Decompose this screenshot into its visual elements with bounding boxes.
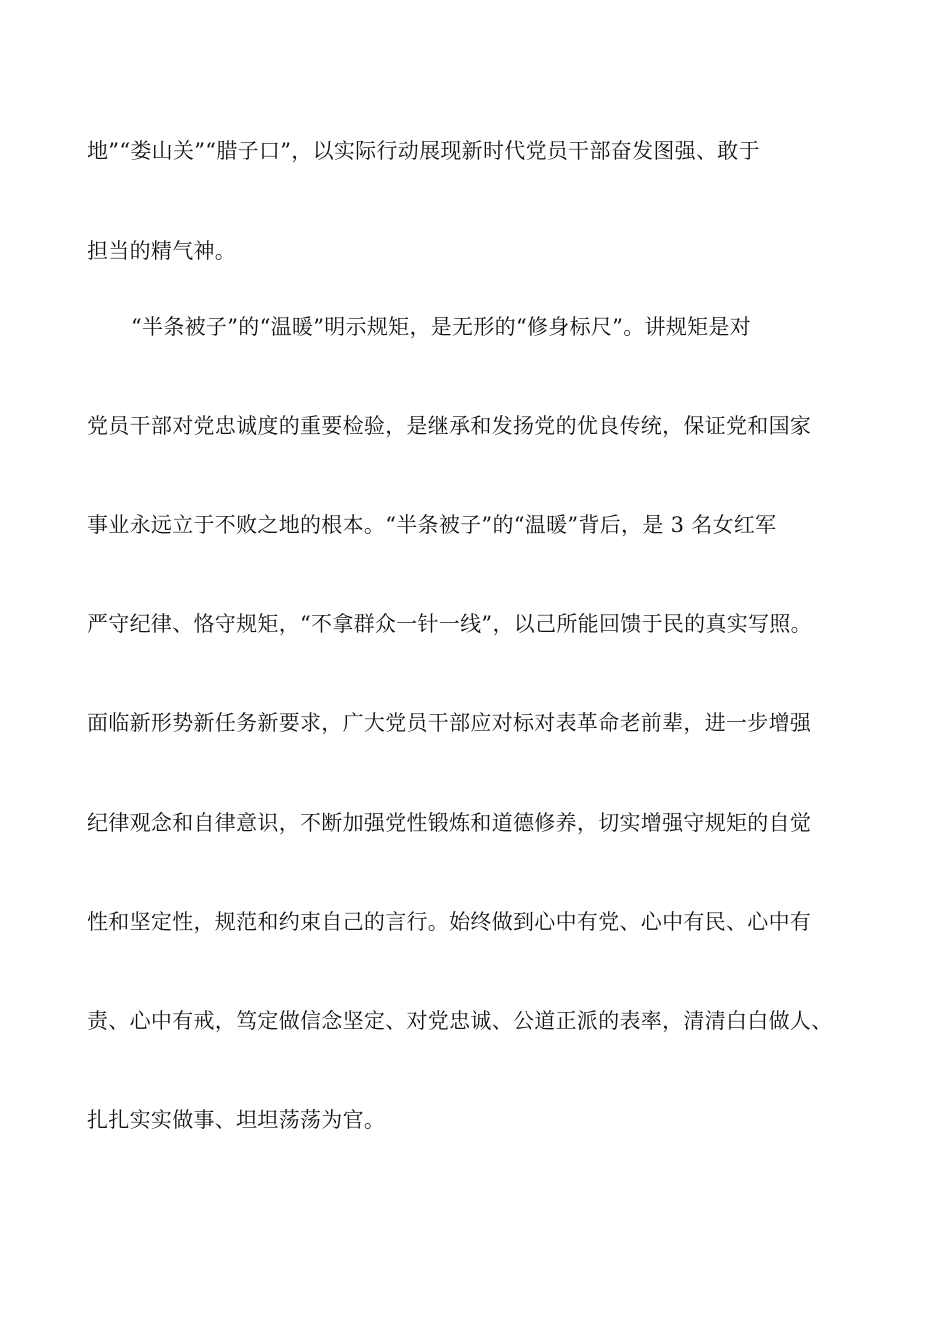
text-line-5: 事业永远立于不败之地的根本。“半条被子”的“温暖”背后，是 3 名女红军 (87, 513, 777, 537)
text-line-10: 责、心中有戒，笃定做信念坚定、对党忠诚、公道正派的表率，清清白白做人、 (87, 1009, 833, 1033)
text-line-3: “半条被子”的“温暖”明示规矩，是无形的“修身标尺”。讲规矩是对 (131, 315, 752, 339)
text-line-1: 地”“娄山关”“腊子口”，以实际行动展现新时代党员干部奋发图强、敢于 (87, 139, 760, 163)
text-line-7: 面临新形势新任务新要求，广大党员干部应对标对表革命老前辈，进一步增强 (87, 711, 812, 735)
text-line-9: 性和坚定性，规范和约束自己的言行。始终做到心中有党、心中有民、心中有 (87, 910, 812, 934)
text-line-6: 严守纪律、恪守规矩，“不拿群众一针一线”，以己所能回馈于民的真实写照。 (87, 612, 812, 636)
text-line-8: 纪律观念和自律意识，不断加强党性锻炼和道德修养，切实增强守规矩的自觉 (87, 811, 812, 835)
text-line-11: 扎扎实实做事、坦坦荡荡为官。 (87, 1108, 386, 1132)
text-line-4: 党员干部对党忠诚度的重要检验，是继承和发扬党的优良传统，保证党和国家 (87, 414, 812, 438)
text-line-2: 担当的精气神。 (87, 239, 237, 263)
